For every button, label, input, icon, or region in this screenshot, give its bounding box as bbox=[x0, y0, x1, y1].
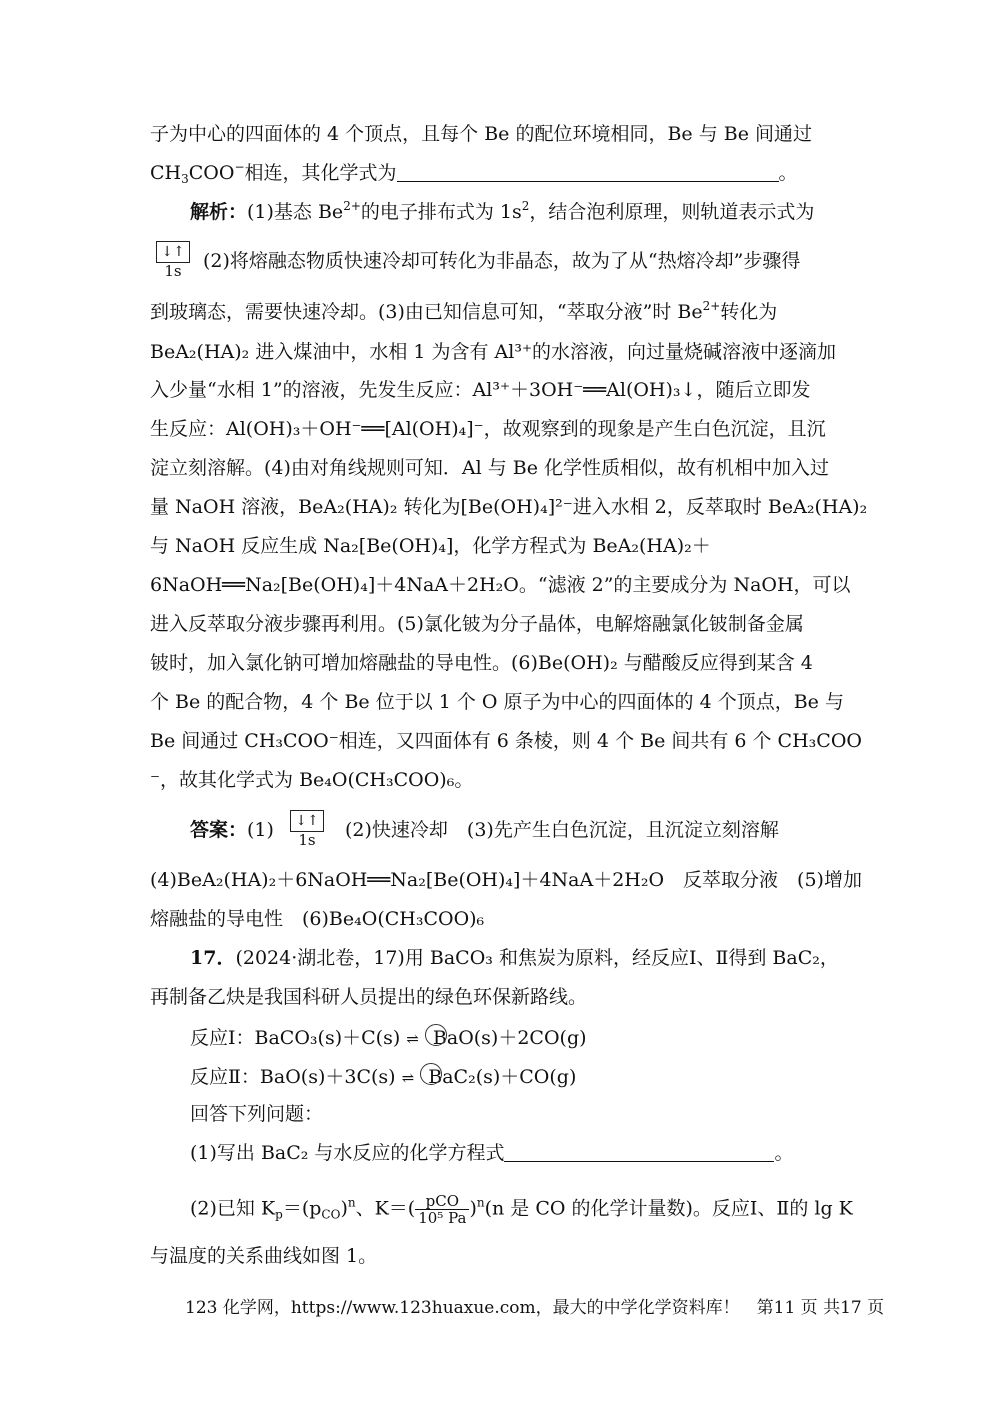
text-line: 熔融盐的导电性 (6)Be₄O(CH₃COO)₆ bbox=[150, 908, 485, 930]
analysis-label: 解析： bbox=[190, 201, 248, 223]
question-17-header: 17．(2024·湖北卷，17)用 BaCO₃ 和焦炭为原料，经反应Ⅰ、Ⅱ得到 BaC₂， bbox=[190, 947, 839, 969]
text-line: 子为中心的四面体的 4 个顶点，且每个 Be 的配位环境相同，Be 与 Be 间通过 bbox=[150, 123, 812, 145]
text-line: 淀立刻溶解。(4)由对角线规则可知．Al 与 Be 化学性质相似，故有机相中加入过 bbox=[150, 457, 830, 479]
answer-blank bbox=[504, 1143, 774, 1162]
text-line: 个 Be 的配合物，4 个 Be 位于以 1 个 O 原子为中心的四面体的 4 个顶点，Be 与 bbox=[150, 691, 844, 713]
orbital-box: ↓↑ bbox=[156, 241, 190, 263]
text-line: 到玻璃态，需要快速冷却。(3)由已知信息可知，“萃取分液”时 $Be^{2+}$转化为 bbox=[150, 299, 778, 323]
orbital-label: 1s bbox=[298, 831, 316, 849]
text-line: Be 间通过 CH₃COO⁻相连，又四面体有 6 条棱，则 4 个 Be 间共有 6 个 CH₃COO bbox=[150, 730, 862, 752]
orbital-diagram bbox=[156, 241, 190, 279]
answer-blank bbox=[397, 163, 779, 182]
analysis-line: 解析：(1)基态 $Be^{2+}$的电子排布式为 $1s^2$，结合泡利原理，则轨道表示式为 bbox=[190, 199, 815, 223]
reversible-arrow-icon: ⇌ bbox=[406, 1030, 419, 1048]
text-line: 生反应：Al(OH)₃＋OH⁻══[Al(OH)₄]⁻，故观察到的现象是产生白色沉淀，且沉 bbox=[150, 418, 826, 440]
text-line: 与 NaOH 反应生成 Na₂[Be(OH)₄]，化学方程式为 BeA₂(HA)₂＋ bbox=[150, 535, 711, 557]
text-line: 入少量“水相 1”的溶液，先发生反应：Al³⁺＋3OH⁻══Al(OH)₃↓，随后立即发 bbox=[150, 379, 811, 401]
text-line: 回答下列问题： bbox=[190, 1103, 324, 1125]
fraction: $\frac{\text{pCO}}{\text{10⁵ Pa}}$ bbox=[415, 1193, 469, 1226]
text-line: (2)快速冷却 (3)先产生白色沉淀，且沉淀立刻溶解 bbox=[345, 819, 779, 841]
question-2: (2)已知 $K_p=(p_{CO})^n$、K＝( $\frac{\text{pCO}}{\text{10⁵ Pa}}$ )$^n$(n 是 CO 的化学计量数)。反应Ⅰ、Ⅱ的 lg K bbox=[190, 1192, 853, 1227]
answer-line: 答案：(1) bbox=[190, 819, 274, 841]
text-line: 进入反萃取分液步骤再利用。(5)氯化铍为分子晶体，电解熔融氯化铍制备金属 bbox=[150, 613, 804, 635]
text-line: $CH_3COO^-$相连，其化学式为 。 bbox=[150, 160, 798, 186]
reaction-2: 反应Ⅱ：BaO(s)＋3C(s) ⇌ BaC₂(s)＋CO(g) bbox=[190, 1063, 576, 1090]
page-footer: 123 化学网，https://www.123huaxue.com，最大的中学化学资料库！ 第11 页 共17 页 bbox=[185, 1298, 885, 1318]
answer-label: 答案： bbox=[190, 819, 248, 841]
question-number: 17． bbox=[190, 947, 236, 969]
text-line: 6NaOH══Na₂[Be(OH)₄]＋4NaA＋2H₂O。“滤液 2”的主要成分为 NaOH，可以 bbox=[150, 574, 851, 596]
text-line: 与温度的关系曲线如图 1。 bbox=[150, 1245, 378, 1267]
question-1: (1)写出 BaC₂ 与水反应的化学方程式 。 bbox=[190, 1142, 794, 1164]
orbital-diagram bbox=[290, 810, 324, 848]
orbital-box: ↓↑ bbox=[290, 810, 324, 832]
text-line: BeA₂(HA)₂ 进入煤油中，水相 1 为含有 Al³⁺的水溶液，向过量烧碱溶液中逐滴加 bbox=[150, 341, 836, 363]
text-line: (2)将熔融态物质快速冷却可转化为非晶态，故为了从“热熔冷却”步骤得 bbox=[203, 250, 801, 272]
reaction-1: 反应Ⅰ：BaCO₃(s)＋C(s) ⇌ BaO(s)＋2CO(g) bbox=[190, 1024, 587, 1051]
text-line: 铍时，加入氯化钠可增加熔融盐的导电性。(6)Be(OH)₂ 与醋酸反应得到某含 4 bbox=[150, 652, 813, 674]
text-line: 再制备乙炔是我国科研人员提出的绿色环保新路线。 bbox=[150, 986, 588, 1008]
circle-mark-icon bbox=[425, 1024, 447, 1046]
text-line: ⁻，故其化学式为 Be₄O(CH₃COO)₆。 bbox=[150, 769, 474, 791]
reversible-arrow-icon: ⇌ bbox=[401, 1069, 415, 1087]
text-line: (4)BeA₂(HA)₂＋6NaOH══Na₂[Be(OH)₄]＋4NaA＋2H₂O 反萃取分液 (5)增加 bbox=[150, 869, 862, 891]
orbital-label: 1s bbox=[164, 262, 182, 280]
text-line: 量 NaOH 溶液，BeA₂(HA)₂ 转化为[Be(OH)₄]²⁻进入水相 2，反萃取时 BeA₂(HA)₂ bbox=[150, 496, 868, 518]
